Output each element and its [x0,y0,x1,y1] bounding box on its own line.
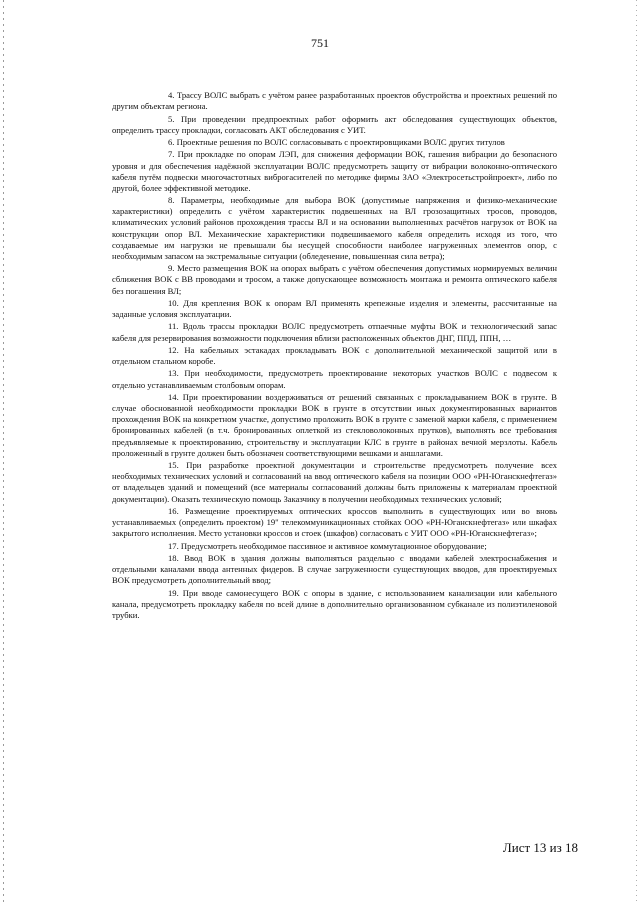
list-item [112,345,557,367]
list-item [112,460,557,505]
list-item [112,321,557,343]
item-text: При проектировании воздерживаться от решений связанных с прокладыванием ВОК в грунте. В случае обоснованной необходимости прокладки ВОК в грунте в отсутствии иных документированных вариантов прохождения ВОК на конкретном участке, допустимо проложить ВОК в грунте с заменой марки кабеля, с применением бронированных кабелей (в т.ч. бронированных оплеткой из стекловолоконных прутков), выполнять все требования предъявляемые к проектированию, строительству и эксплуатации КЛС в грунте в районах вечной мерзлоты. Кабель проложенный в грунте должен быть обозначен соответствующими вешками и аншлагами. [112,391,557,458]
item-number: 5. [168,113,175,124]
item-number: 9. [168,263,175,274]
list-item [112,506,557,539]
scan-edge-left [3,0,4,905]
list-item [112,90,557,112]
list-item [112,137,557,148]
list-item [112,392,557,459]
item-number: 14. [168,391,179,402]
item-number: 17. [168,540,179,551]
list-item [112,114,557,136]
item-text: При вводе самонесущего ВОК с опоры в здание, с использованием канализации или кабельного канала, предусмотреть прокладку кабеля по всей длине в дополнительно организованном субканале из полиэтиленовой трубки. [112,587,557,620]
item-text: Предусмотреть необходимое пассивное и активное коммутационное оборудование; [180,540,487,551]
item-text: Размещение проектируемых оптических кроссов выполнить в существующих или во вновь устанавливаемых (определить проектом) 19" телекоммуникационных стойках ООО «РН-Юганскнефтегаз» или шкафах закрытого исполнения. Место установки кроссов и стоек (шкафов) согласовать с УИТ ООО «РН-Юганскнефтегаз»; [112,505,557,539]
item-text: При проведении предпроектных работ оформить акт обследования существующих объектов, определить трассу прокладки, согласовать АКТ обследования с УИТ. [112,113,557,135]
list-item [112,149,557,194]
item-number: 15. [168,460,179,471]
item-number: 11. [168,321,179,332]
list-item [112,298,557,320]
item-text: Трассу ВОЛС выбрать с учётом ранее разработанных проектов обустройства и проектных решений по другим объектам региона. [112,90,557,112]
list-item [112,263,557,296]
sheet-counter: Лист 13 из 18 [502,840,578,855]
item-number: 13. [168,368,179,379]
scan-edge-right [636,0,637,905]
item-text: Место размещения ВОК на опорах выбрать с учётом обеспечения допустимых нормируемых величин сближения ВОК с ВВ проводами и тросом, а также допускающее возможность монтажа и ремонта оптического кабеля без погашения ВЛ; [112,263,557,296]
item-number: 4. [168,90,175,100]
list-item [112,541,557,552]
list-item [112,588,557,621]
item-number: 7. [168,149,175,160]
item-text: На кабельных эстакадах прокладывать ВОК с дополнительной механической защитой или в отдельном стальном коробе. [112,344,557,367]
item-number: 19. [168,587,179,598]
item-text: Проектные решения по ВОЛС согласовывать с проектировщиками ВОЛС других титулов [176,137,505,147]
item-number: 8. [168,195,175,206]
item-text: Вдоль трассы прокладки ВОЛС предусмотреть отпаечные муфты ВОК и технологический запас кабеля для резервирования возможности подключения вблизи расположенных объектов ДНГ, ППД, ППН, … [112,321,557,343]
item-text: При разработке проектной документации и строительстве предусмотреть получение всех необходимых технических условий и согласований на ввод оптического кабеля на позиции ООО «РН-Юганскнефтегаз» от владельцев зданий и помещений (все материалы согласований должны быть приложены к материалам проектной документации). Оказать техническую помощь Заказчику в получении необходимых технических условий; [112,460,557,504]
list-item [112,195,557,262]
item-text: При прокладке по опорам ЛЭП, для снижения деформации ВОК, гашения вибрации до безопасного уровня и для обеспечения надёжной эксплуатации ВОЛС предусмотреть защиту от вибрации волоконно-оптического кабеля путём подвески многочастотных виброгасителей по методике фирмы ЗАО «Электросетьстройпроект», либо по другой, более эффективной методике. [112,149,558,193]
item-text: При необходимости, предусмотреть проектирование некоторых участков ВОЛС с подвесом к отдельно устанавливаемым столбовым опорам. [112,368,557,390]
item-text: Параметры, необходимые для выбора ВОК (допустимые напряжения и физико-механические характеристики) определить с учётом характеристик подвешенных на ВЛ грозозащитных тросов, проводов, климатических условий районов прохождения трассы ВЛ и на основании выполненных расчётов нагрузок от ВОК на конструкции опор ВЛ. Механические характеристики подвешиваемого кабеля определить исходя из того, что создаваемые им нагрузки не превышали бы несущей способности наиболее нагруженных элементов опор, с необходимым запасом на экстремальные ситуации (обледенение, повышенная сила ветра); [112,195,558,261]
item-number: 12. [168,344,179,355]
list-item [112,368,557,390]
item-number: 10. [168,297,179,308]
item-number: 18. [168,552,179,563]
list-item [112,553,557,586]
item-number: 6. [168,137,175,147]
item-text: Ввод ВОК в здания должны выполняться раздельно с вводами кабелей электроснабжения и отдельными каналами ввода антенных фидеров. В случае загруженности существующих вводов, для проектируемых ВОК предусмотреть дополнительный ввод; [112,552,557,586]
requirements-list [112,90,557,622]
item-number: 16. [168,505,179,516]
page-number: 751 [311,36,329,50]
item-text: Для крепления ВОК к опорам ВЛ применять крепежные изделия и элементы, рассчитанные на заданные условия эксплуатации. [112,297,557,320]
